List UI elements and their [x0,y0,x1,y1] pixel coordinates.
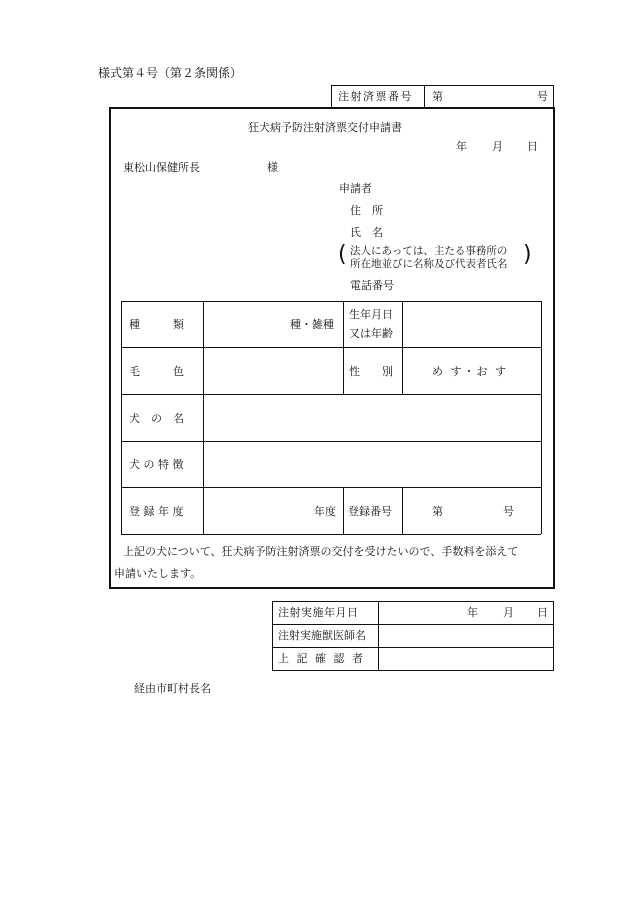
applicant-phone-label: 電話番号 [350,279,394,292]
form-title: 狂犬病予防注射済票交付申請書 [248,121,402,134]
statement-line2: 申請いたします。 [114,567,202,580]
corp-note-line1: 法人にあっては、主たる事務所の [350,245,508,257]
addressee: 東松山保健所長 [123,161,200,174]
statement-line1: 上記の犬について、狂犬病予防注射済票の交付を受けたいので、手数料を添えて [123,545,519,558]
injection-date-year: 年 [467,606,478,619]
birth-label-line2: 又は年齢 [349,327,393,340]
date-month: 月 [492,140,503,153]
breed-suffix: 種・雑種 [290,318,334,331]
date-year: 年 [456,140,467,153]
reg-number-suffix: 号 [503,505,514,518]
reg-number-prefix: 第 [432,505,443,518]
features-label: 犬 の 特 徴 [129,458,184,471]
ticket-number-label: 注射済票番号 [338,90,413,103]
applicant-address-label: 住 所 [350,204,383,217]
corp-note-line2: 所在地並びに名称及び代表者氏名 [350,258,508,270]
form-number: 様式第４号（第２条関係） [98,66,243,80]
applicant-name-label: 氏 名 [350,226,383,239]
ticket-number-prefix: 第 [432,90,443,103]
reg-year-suffix: 年度 [314,505,336,518]
reg-number-label: 登録番号 [348,505,392,518]
injection-date-day: 日 [537,606,548,619]
municipality-label: 経由市町村長名 [134,682,211,695]
breed-label: 種 類 [129,318,184,331]
confirmer-label: 上 記 確 認 者 [278,652,365,665]
injection-date-month: 月 [503,606,514,619]
birth-label-line1: 生年月日 [349,308,393,321]
ticket-number-suffix: 号 [537,90,548,103]
dog-name-label: 犬 の 名 [129,412,184,425]
sex-label: 性 別 [349,365,393,378]
sex-options: め す・お す [432,365,508,378]
coat-label: 毛 色 [129,365,184,378]
applicant-label: 申請者 [339,182,372,195]
date-day: 日 [527,140,538,153]
vet-name-label: 注射実施獣医師名 [278,629,366,642]
injection-date-label: 注射実施年月日 [278,606,359,619]
left-paren: ( [338,242,347,267]
reg-year-label: 登 録 年 度 [129,505,184,518]
right-paren: ) [523,242,532,267]
honorific: 様 [267,161,278,174]
